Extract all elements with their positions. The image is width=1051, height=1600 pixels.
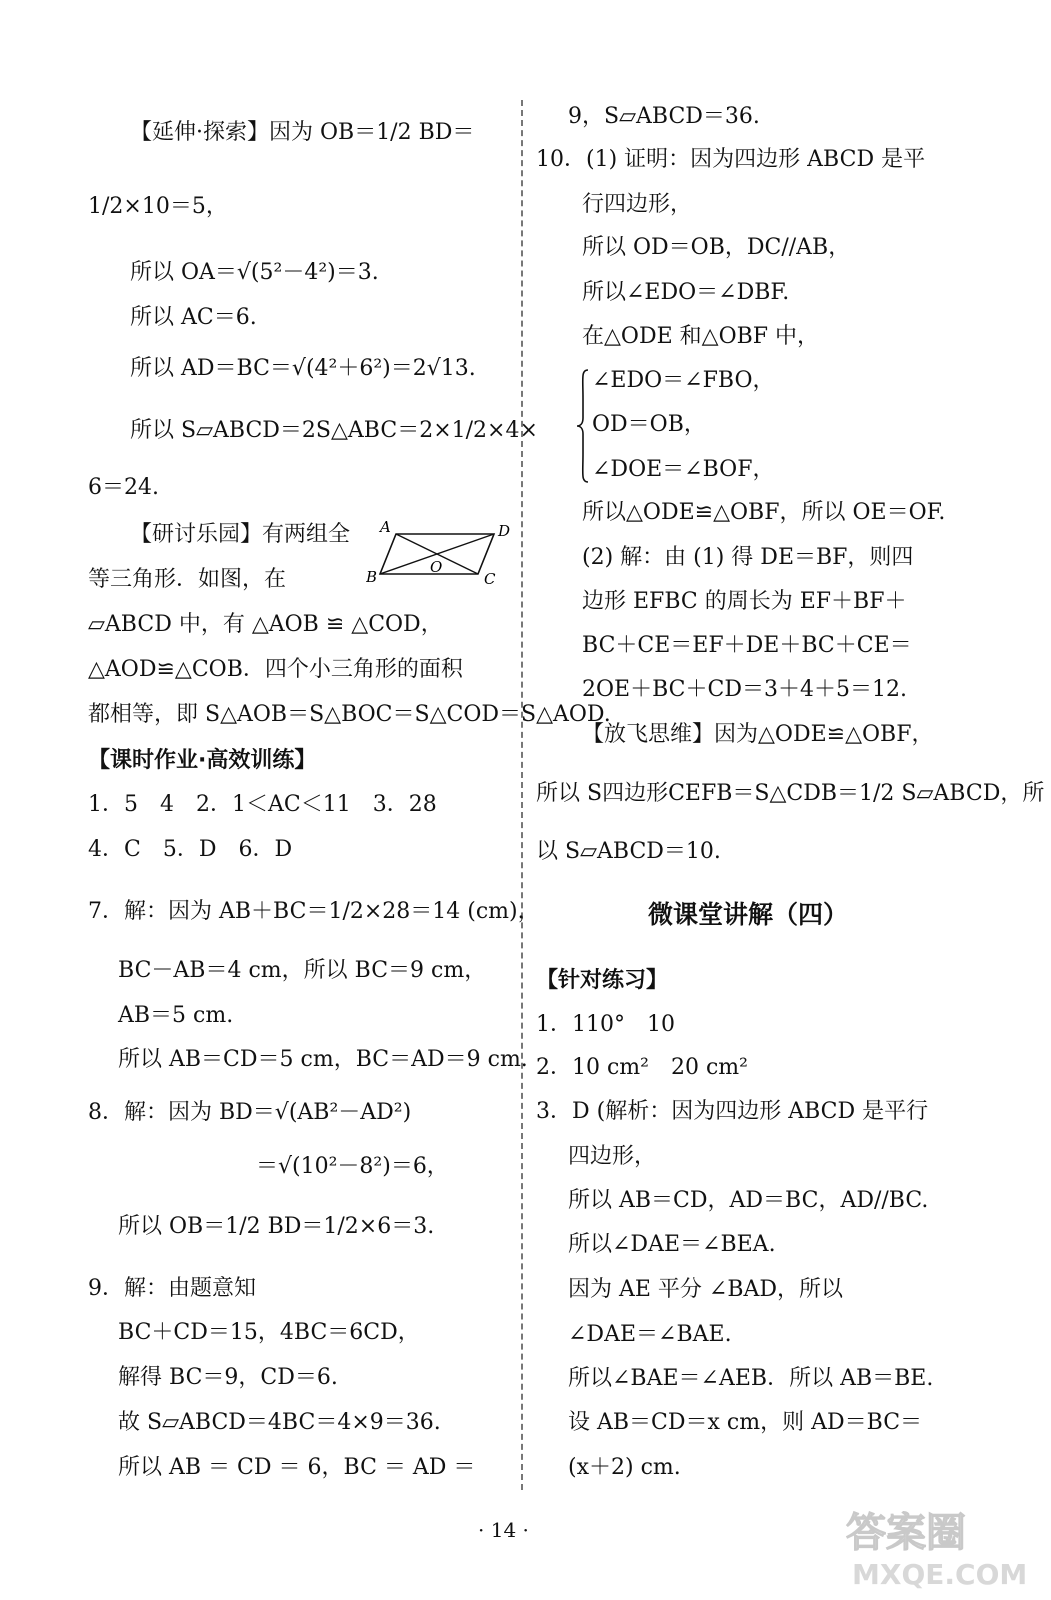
text-line: 所以 AB＝CD，AD＝BC，AD//BC. — [568, 1188, 929, 1213]
text-line: 所以△ODE≌△OBF，所以 OE＝OF. — [582, 500, 946, 525]
figure-label-b: B — [366, 568, 378, 586]
text-line: 因为 AE 平分 ∠BAD，所以 — [568, 1277, 844, 1302]
column-divider — [521, 100, 523, 1490]
extension-explore-line2: 1/2×10＝5， — [88, 194, 228, 219]
text-line: 在△ODE 和△OBF 中， — [582, 324, 820, 349]
answer-line: 4．C 5．D 6．D — [88, 837, 293, 862]
figure-label-c: C — [484, 570, 496, 588]
text-line: 所以∠EDO＝∠DBF. — [582, 280, 790, 305]
section-title-micro-lesson: 微课堂讲解（四） — [648, 900, 849, 929]
watermark-logo — [838, 1500, 1038, 1592]
parallelogram-figure — [366, 518, 516, 590]
figure-label-o: O — [430, 558, 443, 576]
watermark-text: 答案圈 — [846, 1510, 966, 1556]
text-line: 所以 AC＝6. — [130, 305, 257, 330]
problem-7-line3: AB＝5 cm. — [118, 1003, 234, 1028]
text-line: 所以 OA＝√(5²－4²)＝3. — [130, 260, 379, 285]
problem-9-line1: 9．解：由题意知 — [88, 1276, 256, 1301]
text-line: 所以 S四边形CEFB＝S△CDB＝1/2 S▱ABCD，所 — [536, 781, 1045, 806]
problem-10-line1: 10．(1) 证明：因为四边形 ABCD 是平 — [536, 147, 926, 172]
text-line: 所以 AD＝BC＝√(4²＋6²)＝2√13. — [130, 356, 476, 381]
page-number: · 14 · — [478, 1518, 529, 1542]
problem-8-line2: ＝√(10²－8²)＝6， — [256, 1154, 449, 1179]
problem-9-line5: 所以 AB ＝ CD ＝ 6，BC ＝ AD ＝ — [118, 1455, 476, 1480]
text-line: ∠EDO＝∠FBO， — [592, 368, 775, 393]
answer-line: 2．10 cm² 20 cm² — [536, 1055, 748, 1080]
text-line: OD＝OB， — [592, 412, 706, 437]
problem-7-line4: 所以 AB＝CD＝5 cm，BC＝AD＝9 cm. — [118, 1047, 528, 1072]
section-header-homework: 【课时作业·高效训练】 — [88, 748, 317, 773]
text-line: ∠DOE＝∠BOF， — [592, 457, 775, 482]
text-line: 所以∠DAE＝∠BEA. — [568, 1232, 776, 1257]
discussion-garden-line1: 【研讨乐园】有两组全 — [130, 522, 351, 547]
text-line: BC＋CE＝EF＋DE＋BC＋CE＝ — [582, 633, 912, 658]
section-header-practice: 【针对练习】 — [536, 968, 669, 993]
figure-label-a: A — [380, 518, 391, 536]
problem-9-line2: BC＋CD＝15，4BC＝6CD， — [118, 1320, 420, 1345]
watermark-url: MXQE.COM — [852, 1558, 1028, 1591]
answer-line: 1．110° 10 — [536, 1012, 675, 1037]
text-line: (2) 解：由 (1) 得 DE＝BF，则四 — [582, 545, 914, 570]
text-line: 6＝24. — [88, 475, 159, 500]
problem-9-line3: 解得 BC＝9，CD＝6. — [118, 1365, 338, 1390]
text-line: 设 AB＝CD＝x cm，则 AD＝BC＝ — [568, 1410, 923, 1435]
text-line: 9，S▱ABCD＝36. — [568, 104, 760, 129]
text-line: ∠DAE＝∠BAE. — [568, 1322, 732, 1347]
text-line: 四边形， — [568, 1144, 657, 1169]
text-line: 2OE＋BC＋CD＝3＋4＋5＝12. — [582, 677, 907, 702]
text-line: ▱ABCD 中，有 △AOB ≌ △COD， — [88, 612, 443, 637]
answer-line: 1．5 4 2．1＜AC＜11 3．28 — [88, 792, 437, 817]
extension-explore-line1: 【延伸·探索】因为 OB＝1/2 BD＝ — [130, 120, 475, 145]
text-line: 所以 OD＝OB，DC//AB， — [582, 235, 851, 260]
problem-7-line1: 7．解：因为 AB＋BC＝1/2×28＝14 (cm)， — [88, 899, 540, 924]
free-thinking-line1: 【放飞思维】因为△ODE≌△OBF， — [582, 722, 934, 747]
text-line: 所以∠BAE＝∠AEB．所以 AB＝BE. — [568, 1366, 934, 1391]
problem-3-line1: 3．D (解析：因为四边形 ABCD 是平行 — [536, 1099, 929, 1124]
text-line: 等三角形．如图，在 — [88, 567, 287, 592]
problem-8-line3: 所以 OB＝1/2 BD＝1/2×6＝3. — [118, 1214, 435, 1239]
text-line: 行四边形， — [582, 192, 693, 217]
text-line: 所以 S▱ABCD＝2S△ABC＝2×1/2×4× — [130, 418, 538, 443]
text-line: 以 S▱ABCD＝10. — [536, 839, 721, 864]
figure-label-d: D — [498, 522, 511, 540]
problem-9-line4: 故 S▱ABCD＝4BC＝4×9＝36. — [118, 1410, 441, 1435]
text-line: (x＋2) cm. — [568, 1455, 681, 1480]
text-line: △AOD≌△COB．四个小三角形的面积 — [88, 657, 463, 682]
text-line: 边形 EFBC 的周长为 EF＋BF＋ — [582, 589, 907, 614]
problem-8-line1: 8．解：因为 BD＝√(AB²－AD²) — [88, 1100, 412, 1125]
brace-icon — [576, 368, 590, 484]
problem-7-line2: BC－AB＝4 cm，所以 BC＝9 cm， — [118, 958, 487, 983]
text-line: 都相等，即 S△AOB＝S△BOC＝S△COD＝S△AOD. — [88, 702, 611, 727]
